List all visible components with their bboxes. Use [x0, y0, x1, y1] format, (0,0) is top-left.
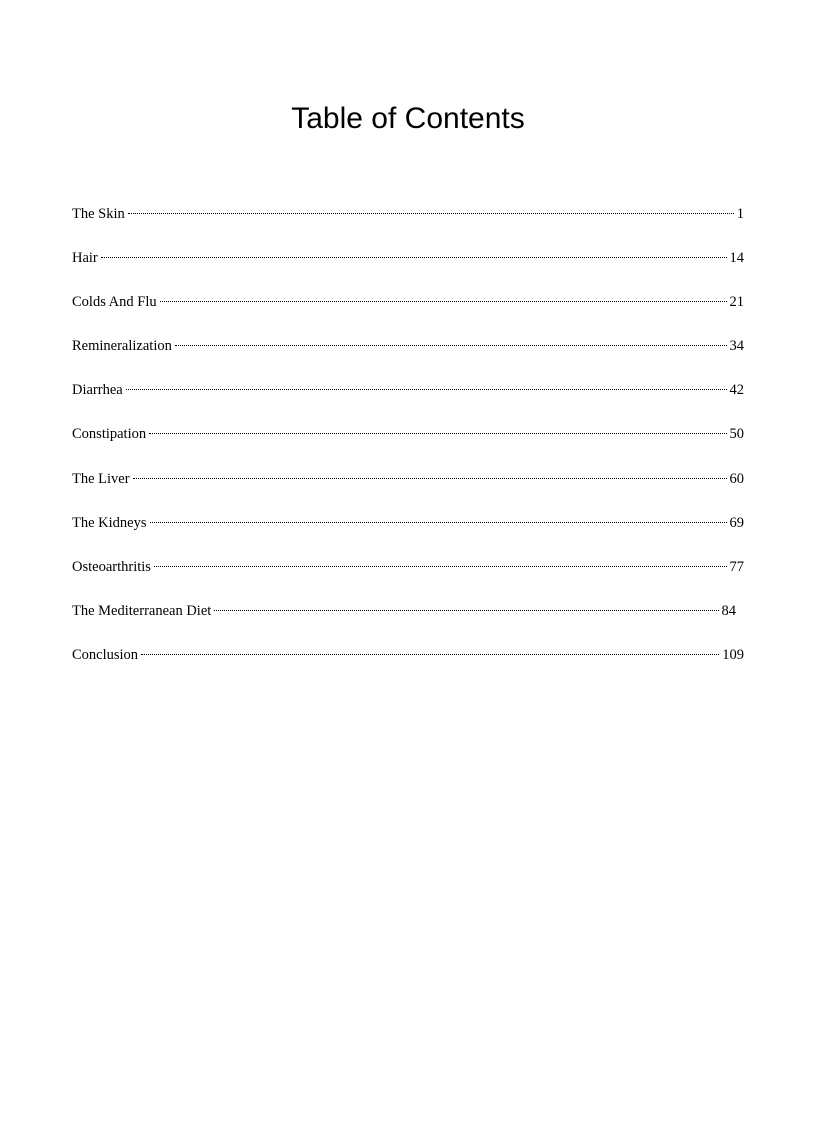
- toc-list: [72, 204, 744, 689]
- dot-leader: [149, 433, 726, 434]
- toc-entry-label: The Kidneys: [72, 514, 147, 531]
- toc-entry-page-number: 50: [729, 426, 744, 443]
- toc-entry[interactable]: [72, 601, 744, 645]
- toc-entry-page-number: 60: [729, 470, 744, 487]
- dot-leader: [214, 610, 718, 611]
- dot-leader: [101, 257, 727, 258]
- toc-entry-label: Hair: [72, 250, 98, 267]
- dot-leader: [175, 345, 727, 346]
- toc-entry-label: The Mediterranean Diet: [72, 602, 212, 619]
- toc-entry[interactable]: [72, 469, 744, 513]
- toc-entry-page-number: 14: [729, 250, 744, 267]
- dot-leader: [150, 522, 727, 523]
- dot-leader: [126, 389, 727, 390]
- toc-entry-label: Conclusion: [72, 646, 139, 663]
- toc-entry[interactable]: [72, 645, 744, 689]
- toc-entry-page-number: 42: [729, 382, 744, 399]
- dot-leader: [128, 213, 734, 214]
- toc-entry-page-number: 77: [729, 558, 744, 575]
- toc-entry-label: Colds And Flu: [72, 294, 157, 311]
- toc-entry[interactable]: [72, 248, 744, 292]
- toc-entry[interactable]: [72, 380, 744, 424]
- toc-entry[interactable]: [72, 424, 744, 468]
- toc-entry[interactable]: [72, 336, 744, 380]
- toc-entry-page-number: 84: [721, 602, 736, 619]
- toc-entry-page-number: 109: [722, 646, 744, 663]
- dot-leader: [133, 478, 727, 479]
- toc-entry-label: Remineralization: [72, 338, 172, 355]
- toc-entry[interactable]: [72, 204, 744, 248]
- toc-entry-label: Osteoarthritis: [72, 558, 151, 575]
- toc-entry[interactable]: [72, 292, 744, 336]
- toc-entry-page-number: 1: [736, 206, 744, 222]
- toc-entry[interactable]: [72, 513, 744, 557]
- dot-leader: [160, 301, 727, 302]
- toc-entry-label: The Liver: [72, 470, 130, 487]
- toc-entry-page-number: 21: [729, 294, 744, 311]
- toc-entry-label: Constipation: [72, 426, 147, 443]
- toc-entry[interactable]: [72, 557, 744, 601]
- toc-entry-page-number: 69: [729, 514, 744, 531]
- toc-entry-label: Diarrhea: [72, 382, 123, 399]
- dot-leader: [141, 654, 719, 655]
- toc-entry-label: The Skin: [72, 206, 125, 222]
- toc-entry-page-number: 34: [729, 338, 744, 355]
- dot-leader: [154, 566, 727, 567]
- page-title: Table of Contents: [291, 102, 525, 135]
